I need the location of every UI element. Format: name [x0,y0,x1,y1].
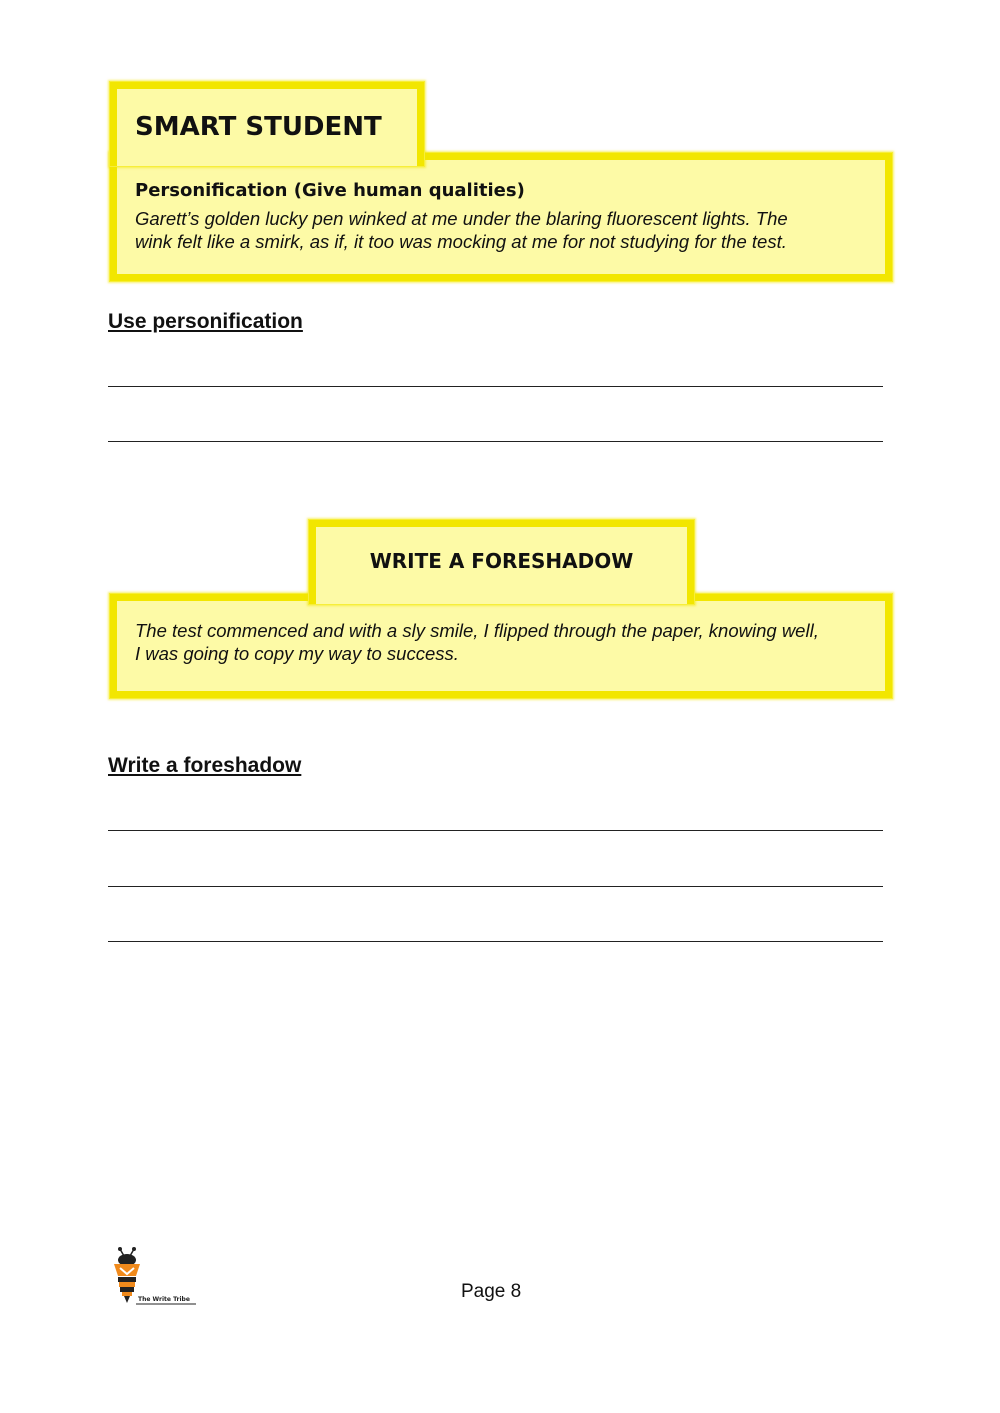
foreshadow-tab-fill [316,591,687,603]
foreshadow-title: WRITE A FORESHADOW [369,549,634,573]
smart-student-title: SMART STUDENT [135,112,382,142]
personification-example-line1: Garett’s golden lucky pen winked at me under the blaring fluorescent lights. The [135,208,788,229]
answer-line[interactable] [108,941,883,942]
use-personification-heading: Use personification [108,310,303,333]
personification-example-line2: wink felt like a smirk, as if, it too was mocking at me for not studying for the test. [135,231,787,252]
foreshadow-example-line2: I was going to copy my way to success. [135,643,459,664]
answer-line[interactable] [108,386,883,387]
page-number: Page 8 [461,1281,522,1302]
foreshadow-example-line1: The test commenced and with a sly smile, I flipped through the paper, knowing well, [135,620,819,641]
answer-line[interactable] [108,830,883,831]
smart-student-tab-fill [117,150,417,162]
answer-line[interactable] [108,886,883,887]
answer-line[interactable] [108,441,883,442]
logo-text: The Write Tribe [138,1296,190,1303]
write-tribe-logo [106,1246,198,1310]
write-foreshadow-heading: Write a foreshadow [108,754,302,777]
personification-subtitle: Personification (Give human qualities) [135,180,525,201]
